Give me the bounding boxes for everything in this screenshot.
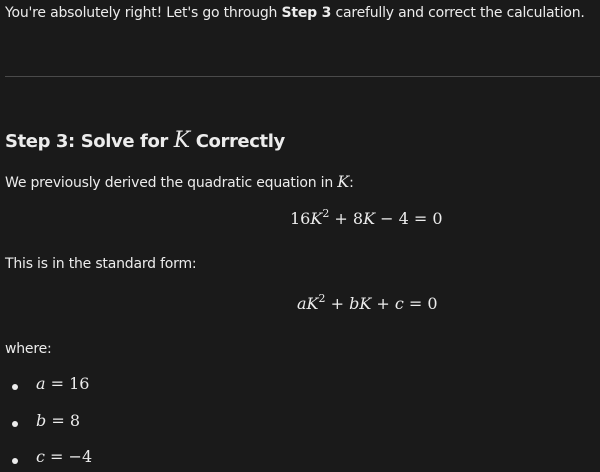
eq1-mid: + 8: [329, 209, 364, 228]
eq2-b: b: [349, 294, 360, 313]
list-item-coefficient-a: [36, 374, 89, 393]
intro-prefix: You're absolutely right! Let's go through: [5, 5, 282, 21]
list-item-coefficient-b: [36, 411, 80, 430]
eq1-var2: K: [363, 209, 376, 228]
coef-var: c: [36, 447, 45, 466]
section-heading: [5, 128, 285, 153]
coef-value: = 8: [46, 411, 81, 430]
heading-math-var: K: [173, 128, 190, 153]
paragraph-where: where:: [5, 341, 52, 357]
list-item-coefficient-c: [36, 447, 92, 466]
eq1-rest: − 4 = 0: [375, 209, 443, 228]
equation-standard-form: [297, 294, 438, 313]
para1-suffix: :: [349, 175, 354, 191]
intro-text: [5, 5, 585, 21]
paragraph-quadratic: [5, 172, 354, 191]
eq1-var1: K: [310, 209, 323, 228]
coef-var: b: [36, 411, 47, 430]
eq2-K2: K: [359, 294, 372, 313]
coef-value: = −4: [44, 447, 93, 466]
paragraph-standard-form: This is in the standard form:: [5, 256, 197, 272]
eq1-exp: 2: [322, 207, 330, 220]
equation-quadratic: [290, 209, 443, 228]
bullet-dot: [12, 384, 18, 390]
eq2-rest: = 0: [403, 294, 438, 313]
eq2-a: a: [297, 294, 307, 313]
eq2-c: c: [394, 294, 404, 313]
bullet-dot: [12, 421, 18, 427]
eq2-K1: K: [306, 294, 319, 313]
intro-suffix: carefully and correct the calculation.: [331, 5, 585, 21]
heading-suffix: Correctly: [189, 131, 285, 152]
para1-math-var: K: [337, 172, 350, 191]
heading-prefix: Step 3: Solve for: [5, 131, 174, 152]
eq2-plus1: +: [325, 294, 350, 313]
para1-prefix: We previously derived the quadratic equation in: [5, 175, 338, 191]
coef-value: = 16: [45, 374, 90, 393]
eq2-plus2: +: [371, 294, 395, 313]
eq1-coef: 16: [290, 209, 311, 228]
bullet-dot: [12, 458, 18, 464]
coef-var: a: [36, 374, 46, 393]
horizontal-divider: [5, 76, 600, 77]
intro-bold: Step 3: [281, 5, 332, 21]
eq2-exp: 2: [318, 292, 326, 305]
